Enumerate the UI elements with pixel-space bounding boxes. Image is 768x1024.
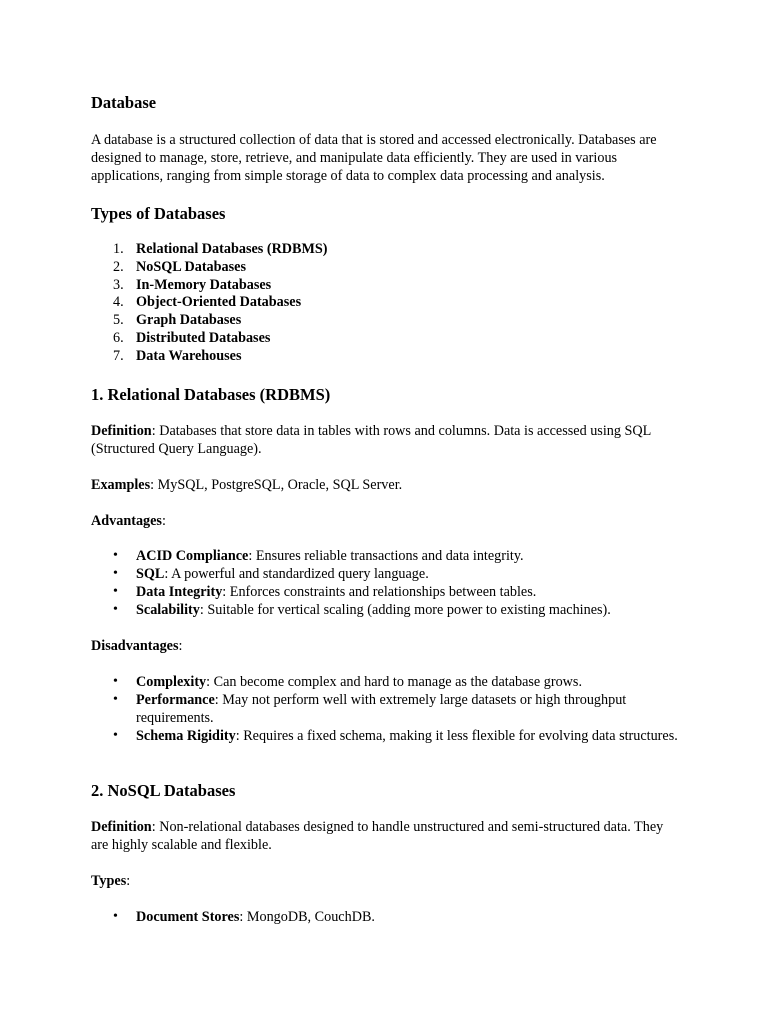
disadvantages-heading	[91, 637, 681, 655]
bullet-icon: •	[113, 674, 118, 689]
list-item-label: In-Memory Databases	[136, 276, 272, 293]
item-term: Document Stores	[136, 909, 240, 925]
definition-label: Definition	[91, 819, 152, 835]
list-item	[91, 312, 591, 330]
advantages-heading	[91, 512, 681, 530]
list-item	[91, 673, 681, 691]
rdbms-heading: 1. Relational Databases (RDBMS)	[91, 385, 331, 404]
bullet-icon: •	[113, 566, 118, 581]
types-heading: Types of Databases	[91, 204, 226, 223]
list-item	[91, 547, 681, 565]
list-number: 2.	[113, 258, 124, 275]
item-term: Data Integrity	[136, 584, 223, 600]
examples-text: : MySQL, PostgreSQL, Oracle, SQL Server.	[150, 477, 403, 493]
item-term: Schema Rigidity	[136, 728, 236, 744]
list-item	[91, 565, 681, 583]
list-item-label: Distributed Databases	[136, 329, 271, 346]
item-text: : Requires a fixed schema, making it less flexible for evolving data structures.	[235, 728, 678, 744]
types-colon: :	[126, 873, 131, 889]
list-item	[91, 691, 681, 727]
item-term: SQL	[136, 566, 165, 582]
item-term: Scalability	[136, 602, 200, 618]
list-item	[91, 294, 591, 312]
list-item	[91, 583, 681, 601]
bullet-icon: •	[113, 548, 118, 563]
list-number: 4.	[113, 294, 124, 311]
rdbms-definition	[91, 422, 681, 458]
list-item-label: Relational Databases (RDBMS)	[136, 241, 328, 257]
item-text: : Ensures reliable transactions and data integrity.	[248, 548, 524, 564]
definition-text: : Databases that store data in tables with rows and columns. Data is accessed using SQL (Structured Query Language).	[91, 423, 651, 457]
list-number: 6.	[113, 329, 124, 346]
list-item	[91, 348, 591, 366]
bullet-icon: •	[113, 728, 118, 743]
list-number: 3.	[113, 276, 124, 293]
nosql-definition	[91, 818, 681, 854]
list-number: 5.	[113, 312, 124, 329]
definition-text: : Non-relational databases designed to handle unstructured and semi-structured data. They are highly scalable and flexible.	[91, 819, 664, 853]
item-text: : Can become complex and hard to manage as the database grows.	[206, 674, 582, 690]
bullet-icon: •	[113, 602, 118, 617]
item-term: Performance	[136, 692, 215, 708]
list-item	[91, 727, 681, 745]
disadvantages-label: Disadvantages	[91, 638, 179, 654]
advantages-list	[91, 547, 681, 619]
item-term: Complexity	[136, 674, 207, 690]
list-item-label: Object-Oriented Databases	[136, 294, 302, 311]
disadvantages-list	[91, 673, 681, 745]
list-number: 7.	[113, 347, 124, 364]
list-item	[91, 908, 681, 926]
list-number: 1.	[113, 241, 124, 257]
bullet-icon: •	[113, 584, 118, 599]
intro-paragraph: A database is a structured collection of data that is stored and accessed electronically. Databases are designed to manage, store, retrieve, and manipulate data efficiently. They are used in various applications, ranging from simple storage of data to complex data processing and analysis.	[91, 132, 657, 184]
list-item-label: Data Warehouses	[136, 347, 242, 364]
list-item	[91, 277, 591, 295]
item-term: ACID Compliance	[136, 548, 249, 564]
item-text: : May not perform well with extremely large datasets or high throughput requirements.	[136, 692, 627, 726]
rdbms-examples	[91, 476, 681, 494]
list-item-label: Graph Databases	[136, 312, 242, 329]
definition-label: Definition	[91, 423, 152, 439]
item-text: : Suitable for vertical scaling (adding more power to existing machines).	[199, 602, 611, 618]
types-list	[91, 241, 591, 366]
item-text: : A powerful and standardized query language.	[164, 566, 429, 582]
bullet-icon: •	[113, 909, 118, 924]
list-item-label: NoSQL Databases	[136, 258, 246, 275]
nosql-heading: 2. NoSQL Databases	[91, 781, 236, 800]
item-text: : MongoDB, CouchDB.	[239, 909, 375, 925]
nosql-types-list	[91, 908, 681, 926]
item-text: : Enforces constraints and relationships between tables.	[222, 584, 537, 600]
page-title: Database	[91, 93, 157, 112]
list-item	[91, 259, 591, 277]
list-item	[91, 330, 591, 348]
nosql-types-heading	[91, 872, 681, 890]
advantages-label: Advantages	[91, 513, 162, 529]
list-item	[91, 601, 681, 619]
advantages-colon: :	[161, 513, 166, 529]
examples-label: Examples	[91, 477, 151, 493]
bullet-icon: •	[113, 692, 118, 707]
list-item	[91, 241, 591, 259]
types-label: Types	[91, 873, 127, 889]
disadvantages-colon: :	[178, 638, 183, 654]
